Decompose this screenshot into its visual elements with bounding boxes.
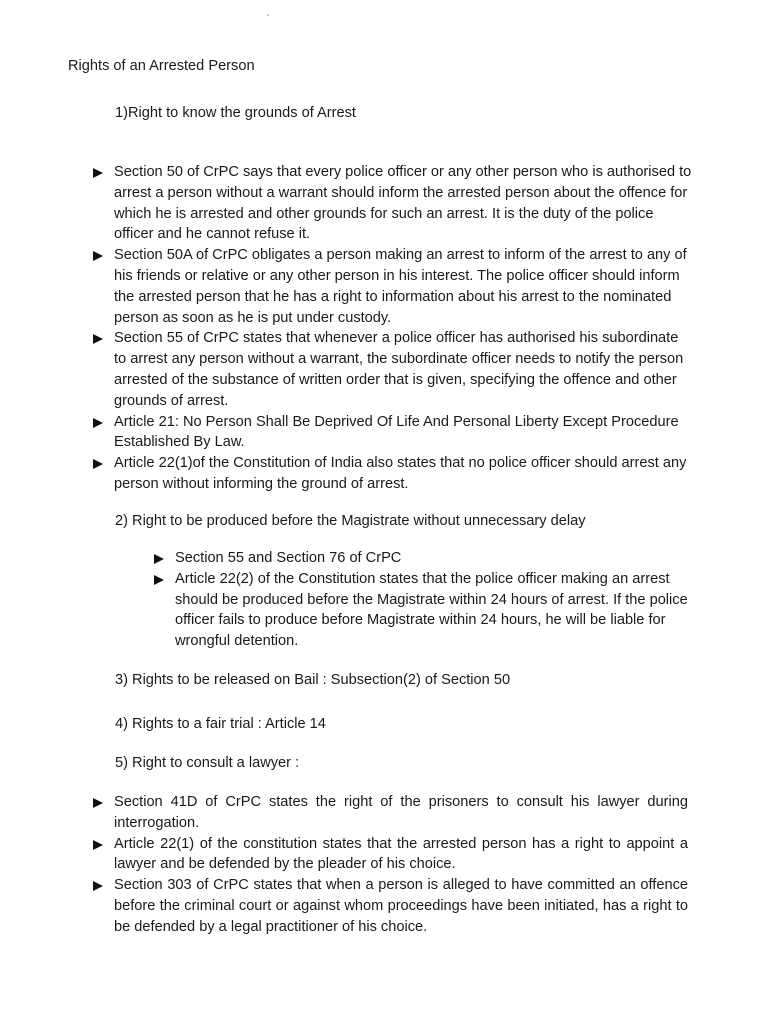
list-item [114,834,688,876]
section-1-heading: 1)Right to know the grounds of Arrest [115,105,356,121]
arrow-bullet-icon [93,418,103,428]
section-5-bullet-list [114,792,688,938]
arrow-bullet-icon [93,334,103,344]
bullet-text: Section 303 of CrPC states that when a person is alleged to have committed an offence before the criminal court or against whom proceedings have been initiated, has a right to be defended by a legal practitioner of his choice. [114,877,688,935]
header-mark: " [267,15,270,21]
list-item [114,328,694,411]
document-title: Rights of an Arrested Person [68,58,255,74]
section-2-bullet-list [175,548,690,652]
bullet-text: Section 50A of CrPC obligates a person making an arrest to inform of the arrest to any of his friends or relative or any other person in his interest. The police officer should inform the arrested person that he has a right to information about his arrest to the nominated person as soon as he is put under custody. [114,247,687,326]
arrow-bullet-icon [93,251,103,261]
bullet-text: Section 55 and Section 76 of CrPC [175,550,402,566]
bullet-text: Section 41D of CrPC states the right of the prisoners to consult his lawyer during interrogation. [114,794,688,831]
list-item [114,412,694,454]
arrow-bullet-icon [93,840,103,850]
list-item [114,453,694,495]
list-item [175,569,690,652]
bullet-text: Article 22(2) of the Constitution states that the police officer making an arrest should be produced before the Magistrate within 24 hours of arrest. If the police officer fails to produce before Magistrate within 24 hours, he will be liable for wrongful detention. [175,570,688,650]
section-5-heading: 5) Right to consult a lawyer : [115,755,300,771]
arrow-bullet-icon [93,798,103,808]
list-item [175,548,690,569]
arrow-bullet-icon [93,168,103,178]
section-2-heading: 2) Right to be produced before the Magistrate without unnecessary delay [115,513,586,529]
arrow-bullet-icon [154,575,164,585]
section-3-heading: 3) Rights to be released on Bail : Subsection(2) of Section 50 [115,672,511,688]
bullet-text: Section 55 of CrPC states that whenever a police officer has authorised his subordinate to arrest any person without a warrant, the subordinate officer needs to notify the person arrested of the substance of written order that is given, specifying the offence and other grounds of arrest. [114,330,684,409]
bullet-text: Article 22(1)of the Constitution of India also states that no police officer should arrest any person without informing the ground of arrest. [114,455,687,492]
list-item [114,162,694,245]
list-item [114,245,694,328]
bullet-text: Article 21: No Person Shall Be Deprived Of Life And Personal Liberty Except Procedure Established By Law. [114,413,679,451]
section-1-bullet-list [114,162,694,495]
list-item [114,875,688,937]
list-item [114,792,688,834]
arrow-bullet-icon [154,554,164,564]
bullet-text: Article 22(1) of the constitution states that the arrested person has a right to appoint a lawyer and be defended by the pleader of his choice. [114,835,688,873]
bullet-text: Section 50 of CrPC says that every police officer or any other person who is authorised to arrest a person without a warrant should inform the arrested person about the offence for which he is arrested and other grounds for such an arrest. It is the duty of the police officer and he cannot refuse it. [114,164,692,243]
arrow-bullet-icon [93,459,103,469]
section-4-heading: 4) Rights to a fair trial : Article 14 [115,716,326,732]
arrow-bullet-icon [93,881,103,891]
